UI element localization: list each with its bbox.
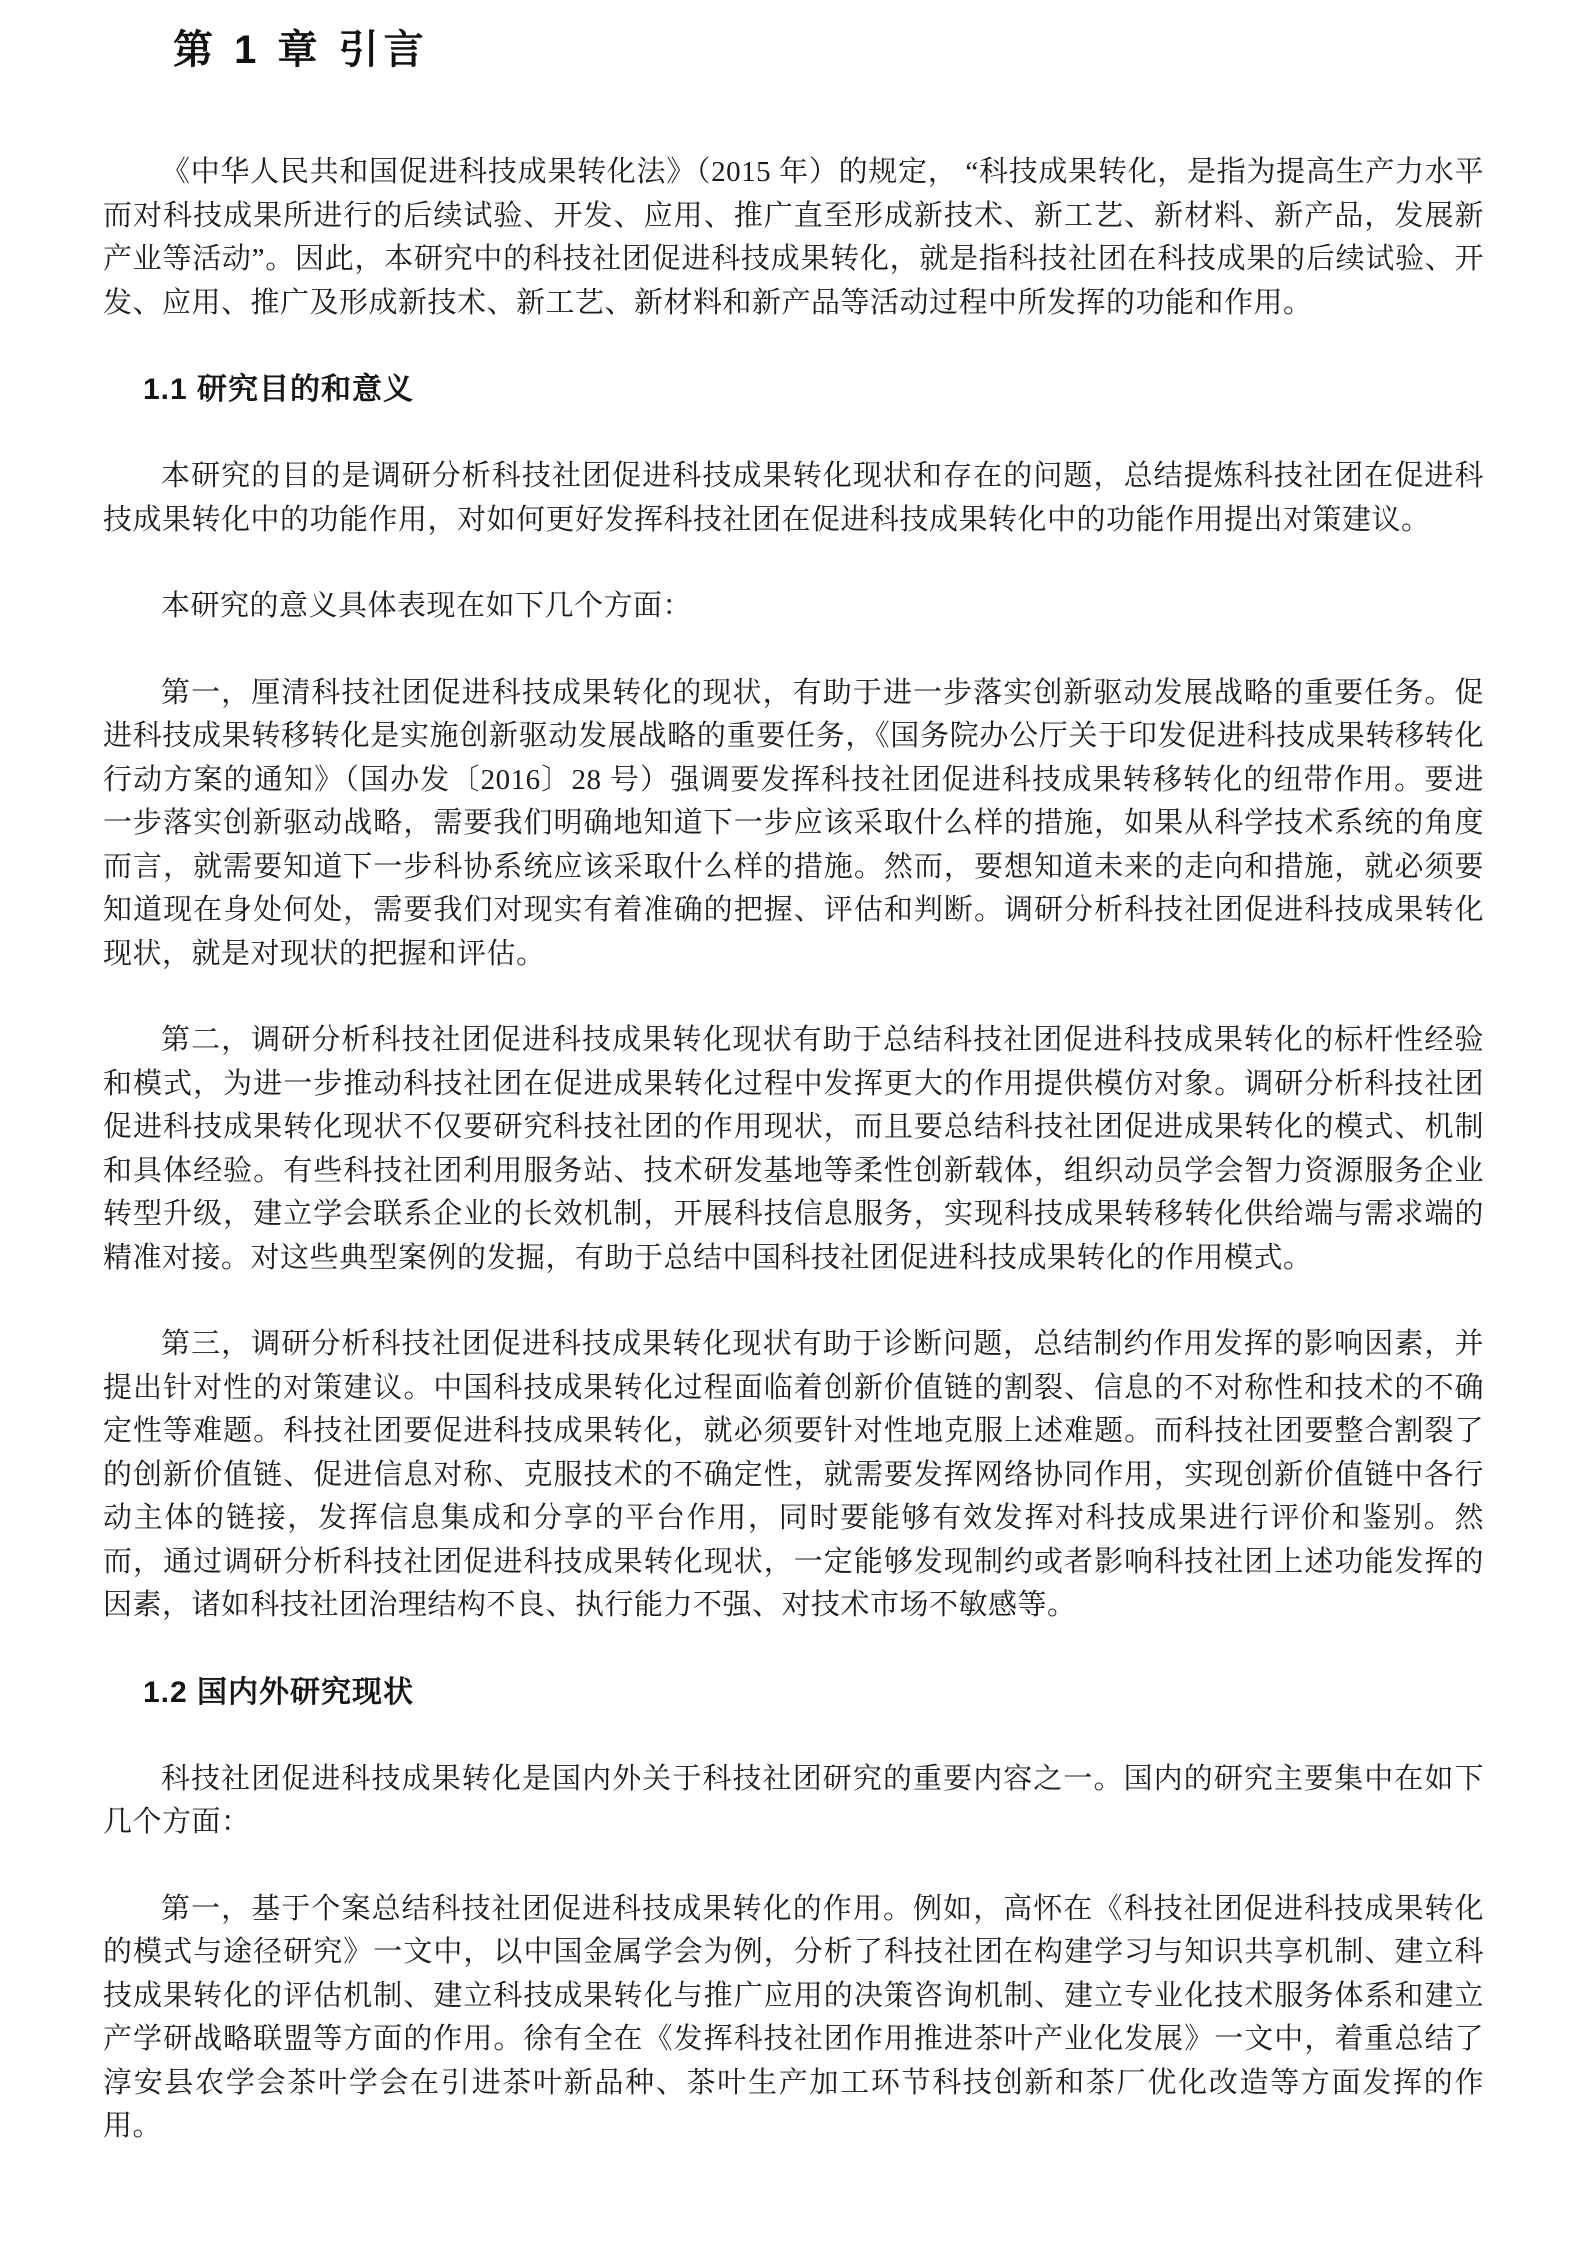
- paragraph-significance-point-2: 第二，调研分析科技社团促进科技成果转化现状有助于总结科技社团促进科技成果转化的标杆性经验和模式，为进一步推动科技社团在促进成果转化过程中发挥更大的作用提供模仿对象。调研分析科技社团促进科技成果转化现状不仅要研究科技社团的作用现状，而且要总结科技社团促进成果转化的模式、机制和具体经验。有些科技社团利用服务站、技术研发基地等柔性创新载体，组织动员学会智力资源服务企业转型升级，建立学会联系企业的长效机制，开展科技信息服务，实现科技成果转移转化供给端与需求端的精准对接。对这些典型案例的发掘，有助于总结中国科技社团促进科技成果转化的作用模式。: [103, 1024, 1484, 1274]
- paragraph-significance-point-1: 第一，厘清科技社团促进科技成果转化的现状，有助于进一步落实创新驱动发展战略的重要任务。促进科技成果转移转化是实施创新驱动发展战略的重要任务，《国务院办公厅关于印发促进科技成果转移转化行动方案的通知》（国办发〔2016〕28 号）强调要发挥科技社团促进科技成果转移转化的纽带作用。要进一步落实创新驱动战略，需要我们明确地知道下一步应该采取什么样的措施，如果从科学技术系统的角度而言，就需要知道下一步科协系统应该采取什么样的措施。然而，要想知道未来的走向和措施，就必须要知道现在身处何处，需要我们对现实有着准确的把握、评估和判断。调研分析科技社团促进科技成果转化现状，就是对现状的把握和评估。: [103, 676, 1484, 970]
- paragraph-significance-lead-in: 本研究的意义具体表现在如下几个方面：: [161, 590, 693, 622]
- section-heading-research-status: 1.2 国内外研究现状: [143, 1675, 415, 1709]
- paragraph-case-study-research: 第一，基于个案总结科技社团促进科技成果转化的作用。例如，高怀在《科技社团促进科技成果转化的模式与途径研究》一文中，以中国金属学会为例，分析了科技社团在构建学习与知识共享机制、建立科技成果转化的评估机制、建立科技成果转化与推广应用的决策咨询机制、建立专业化技术服务体系和建立产学研战略联盟等方面的作用。徐有全在《发挥科技社团作用推进茶叶产业化发展》一文中，着重总结了淳安县农学会茶叶学会在引进茶叶新品种、茶叶生产加工环节科技创新和茶厂优化改造等方面发挥的作用。: [103, 1892, 1484, 2142]
- paragraph-research-purpose: 本研究的目的是调研分析科技社团促进科技成果转化现状和存在的问题，总结提炼科技社团在促进科技成果转化中的功能作用，对如何更好发挥科技社团在促进科技成果转化中的功能作用提出对策建议。: [103, 460, 1484, 536]
- chapter-title: 第 1 章 引言: [173, 28, 429, 72]
- intro-paragraph: 《中华人民共和国促进科技成果转化法》（2015 年）的规定， “科技成果转化，是指为提高生产力水平而对科技成果所进行的后续试验、开发、应用、推广直至形成新技术、新工艺、新材料、新产品，发展新产业等活动”。因此，本研究中的科技社团促进科技成果转化，就是指科技社团在科技成果的后续试验、开发、应用、推广及形成新技术、新工艺、新材料和新产品等活动过程中所发挥的功能和作用。: [103, 156, 1484, 319]
- paragraph-domestic-research-overview: 科技社团促进科技成果转化是国内外关于科技社团研究的重要内容之一。国内的研究主要集中在如下几个方面：: [103, 1762, 1484, 1838]
- section-heading-research-purpose: 1.1 研究目的和意义: [143, 373, 415, 406]
- paragraph-significance-point-3: 第三，调研分析科技社团促进科技成果转化现状有助于诊断问题，总结制约作用发挥的影响因素，并提出针对性的对策建议。中国科技成果转化过程面临着创新价值链的割裂、信息的不对称性和技术的不确定性等难题。科技社团要促进科技成果转化，就必须要针对性地克服上述难题。而科技社团要整合割裂了的创新价值链、促进信息对称、克服技术的不确定性，就需要发挥网络协同作用，实现创新价值链中各行动主体的链接，发挥信息集成和分享的平台作用，同时要能够有效发挥对科技成果进行评价和鉴别。然而，通过调研分析科技社团促进科技成果转化现状，一定能够发现制约或者影响科技社团上述功能发挥的因素，诸如科技社团治理结构不良、执行能力不强、对技术市场不敏感等。: [103, 1328, 1484, 1621]
